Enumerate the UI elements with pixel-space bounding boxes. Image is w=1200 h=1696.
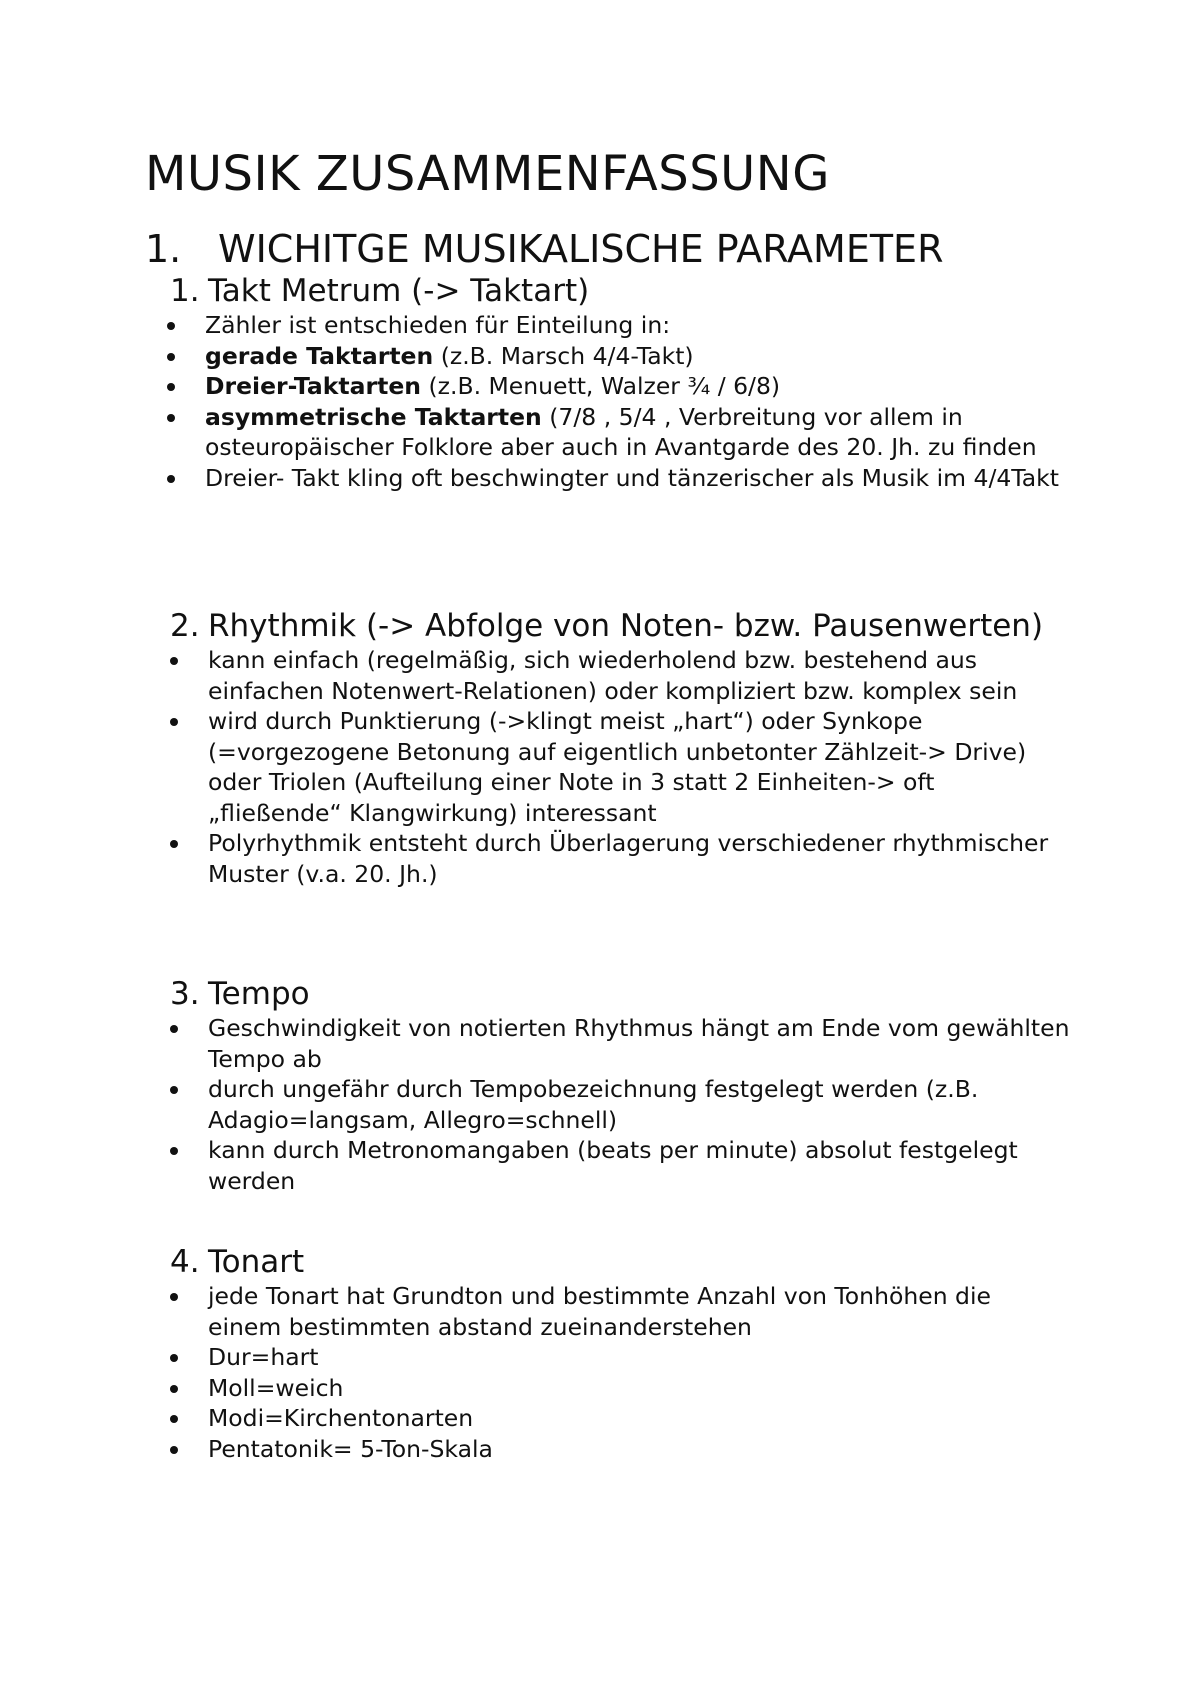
list-item [168,1342,1070,1373]
chapter-heading [145,226,943,272]
list-item [165,371,1070,402]
item-text: (z.B. Marsch 4/4-Takt) [433,341,694,370]
section-title: Tempo [208,976,310,1012]
item-text: (z.B. Menuett, Walzer ¾ / 6/8) [421,372,781,400]
item-text: Pentatonik= 5-Ton-Skala [208,1434,493,1463]
item-text: (7/8 , 5/4 , Verbreitung vor allem in osteuropäischer Folklore aber auch in Avantgarde des 20. Jh. zu finden [205,402,1037,461]
bullet-icon [167,383,175,391]
list-item [168,828,1070,889]
bullet-icon [170,1385,178,1393]
bullet-icon [170,1086,178,1094]
section-takt [170,272,1070,493]
item-text: jede Tonart hat Grundton und bestimmte Anzahl von Tonhöhen die einem bestimmten abstand zueinanderstehen [208,1282,991,1341]
section-number: 3. [170,976,200,1012]
list-item [168,645,1070,706]
list-item [168,1013,1070,1074]
bullet-icon [167,353,175,361]
chapter-label: WICHITGE MUSIKALISCHE PARAMETER [218,227,944,271]
list-item [168,1403,1070,1434]
bullet-icon [167,414,175,422]
section-tempo [170,975,1070,1196]
item-text: durch ungefähr durch Tempobezeichnung festgelegt werden (z.B. Adagio=langsam, Allegro=schnell) [208,1075,979,1134]
bullet-icon [170,1415,178,1423]
bullet-icon [170,718,178,726]
list-item [168,1434,1070,1465]
item-text: Polyrhythmik entsteht durch Überlagerung verschiedener rhythmischer Muster (v.a. 20. Jh.) [208,829,1049,888]
chapter-number: 1. [145,227,182,271]
list-item [168,1373,1070,1404]
section-heading [170,1243,1070,1281]
section-title: Takt Metrum (-> Taktart) [208,273,590,309]
item-text: Dreier- Takt kling oft beschwingter und tänzerischer als Musik im 4/4Takt [205,463,1059,492]
item-text: Dur=hart [208,1343,319,1371]
item-text: kann durch Metronomangaben (beats per minute) absolut festgelegt werden [208,1136,1018,1195]
bullet-list [168,1013,1070,1196]
bullet-list [168,1281,1070,1464]
bullet-icon [170,1147,178,1155]
section-rhythmik [170,607,1070,889]
list-item [165,402,1070,463]
list-item [168,1281,1070,1342]
item-text: Moll=weich [208,1373,344,1402]
item-text: wird durch Punktierung (->klingt meist „hart“) oder Synkope (=vorgezogene Betonung auf eigentlich unbetonter Zählzeit-> Drive) oder Triolen (Aufteilung einer Note in 3 statt 2 Einheiten-> oft „fließende“ Klangwirkung) interessant [208,707,1027,827]
section-title: Tonart [208,1244,305,1280]
section-heading [170,975,1070,1013]
bullet-list [165,310,1070,493]
section-tonart [170,1243,1070,1464]
bullet-icon [167,322,175,330]
bullet-icon [170,1293,178,1301]
item-text: kann einfach (regelmäßig, sich wiederholend bzw. bestehend aus einfachen Notenwert-Relationen) oder kompliziert bzw. komplex sein [208,646,1018,705]
item-text: Geschwindigkeit von notierten Rhythmus hängt am Ende vom gewählten Tempo ab [208,1014,1070,1073]
section-number: 4. [170,1244,200,1280]
section-heading [170,272,1070,310]
list-item [168,1135,1070,1196]
bold-text: Dreier-Taktarten [205,372,421,400]
list-item [168,706,1070,828]
bullet-icon [170,840,178,848]
item-text: Zähler ist entschieden für Einteilung in: [205,311,671,339]
document-title: MUSIK ZUSAMMENFASSUNG [145,146,830,202]
section-title: Rhythmik (-> Abfolge von Noten- bzw. Pausenwerten) [208,608,1044,644]
item-text: Modi=Kirchentonarten [208,1404,474,1432]
section-heading [170,607,1070,645]
section-number: 2. [170,608,200,644]
bullet-icon [170,1025,178,1033]
bullet-icon [170,1446,178,1454]
list-item [165,310,1070,341]
section-number: 1. [170,273,200,309]
bullet-icon [170,1354,178,1362]
bold-text: asymmetrische Taktarten [205,402,542,431]
bullet-icon [167,475,175,483]
list-item [165,341,1070,372]
bullet-icon [170,657,178,665]
bold-text: gerade Taktarten [205,341,434,370]
bullet-list [168,645,1070,889]
list-item [165,463,1070,494]
list-item [168,1074,1070,1135]
